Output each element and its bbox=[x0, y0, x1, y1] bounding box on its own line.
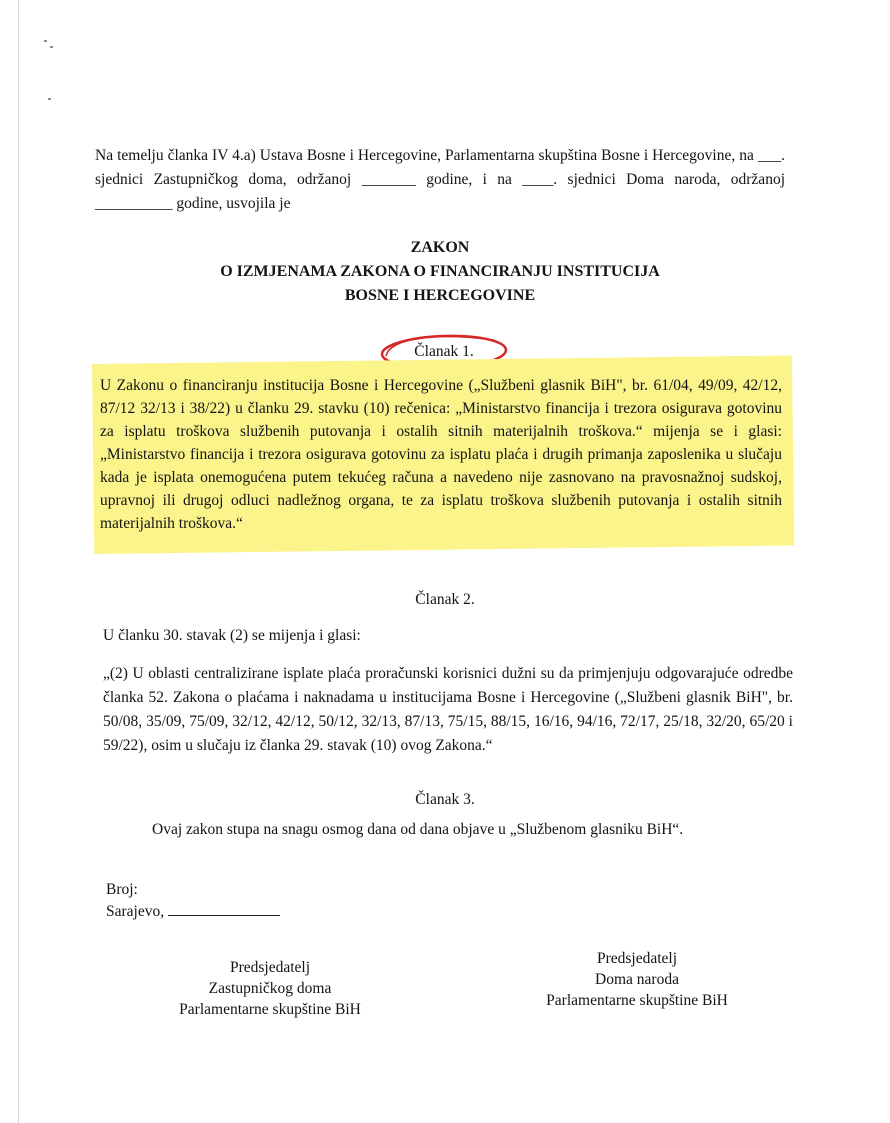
broj-label: Broj: bbox=[106, 881, 138, 898]
sarajevo-label: Sarajevo, bbox=[106, 900, 280, 924]
right-signature-block bbox=[512, 948, 762, 1011]
article1-heading: Članak 1. bbox=[414, 343, 474, 360]
law-title-line3: BOSNE I HERCEGOVINE bbox=[344, 287, 536, 304]
article3-heading: Članak 3. bbox=[415, 791, 475, 808]
intro-paragraph: Na temelju članka IV 4.a) Ustava Bosne i Hercegovine, Parlamentarna skupština Bosne i Hercegovine, na ___. sjednici Zastupničkog doma, održanoj _______ godine, i na ____. sjednici Doma naroda, održanoj __________ godine, usvojila je bbox=[95, 147, 785, 212]
law-title-line1: ZAKON bbox=[410, 239, 470, 256]
law-title-line2: O IZMJENAMA ZAKONA O FINANCIRANJU INSTITUCIJA bbox=[220, 263, 660, 280]
article2-body: „(2) U oblasti centralizirane isplate plaća proračunski korisnici dužni su da primjenjuju odgovarajuće odredbe članka 52. Zakona o plaćama i naknadama u institucijama Bosne i Hercegovine („Službeni glasnik BiH", br. 50/08, 35/09, 75/09, 32/12, 42/12, 50/12, 32/13, 87/13, 75/15, 88/15, 16/16, 94/16, 72/17, 25/18, 32/20, 65/20 i 59/22), osim u slučaju iz članka 29. stavak (10) ovog Zakona.“ bbox=[103, 665, 793, 754]
scan-speck bbox=[50, 46, 53, 48]
right-sig-line3: Parlamentarne skupštine BiH bbox=[546, 992, 728, 1009]
scan-speck bbox=[48, 98, 51, 100]
article3-body: Ovaj zakon stupa na snagu osmog dana od dana objave u „Službenom glasniku BiH“. bbox=[152, 821, 684, 838]
right-sig-line2: Doma naroda bbox=[595, 971, 679, 988]
article2-heading: Članak 2. bbox=[415, 591, 475, 608]
article1-body: U Zakonu o financiranju institucija Bosne i Hercegovine („Službeni glasnik BiH", br. 61/04, 49/09, 42/12, 87/12 32/13 i 38/22) u članku 29. stavku (10) rečenica: „Ministarstvo financija i trezora osigurava gotovinu za isplatu troškova službenih putovanja i ostalih sitnih materijalnih troškova.“ mijenja se i glasi: „Ministarstvo financija i trezora osigurava gotovinu za isplatu plaća i drugih primanja zaposlenika u slučaju kada je isplata onemogućena putem tekućeg računa a navedeno nije zasnovano na pravosnažnoj sudskoj, upravnoj ili drugoj odluci nadležnog organa, te za isplatu troškova službenih putovanja i ostalih sitnih materijalnih troškova.“ bbox=[100, 377, 782, 532]
scan-speck bbox=[44, 40, 47, 42]
right-sig-line1: Predsjedatelj bbox=[596, 950, 678, 967]
left-sig-line1: Predsjedatelj bbox=[229, 959, 311, 976]
article2-intro: U članku 30. stavak (2) se mijenja i glasi: bbox=[103, 627, 361, 644]
left-signature-block bbox=[150, 957, 390, 1020]
left-sig-line3: Parlamentarne skupštine BiH bbox=[179, 1001, 361, 1018]
page-edge bbox=[18, 0, 19, 1123]
left-sig-line2: Zastupničkog doma bbox=[208, 980, 332, 997]
